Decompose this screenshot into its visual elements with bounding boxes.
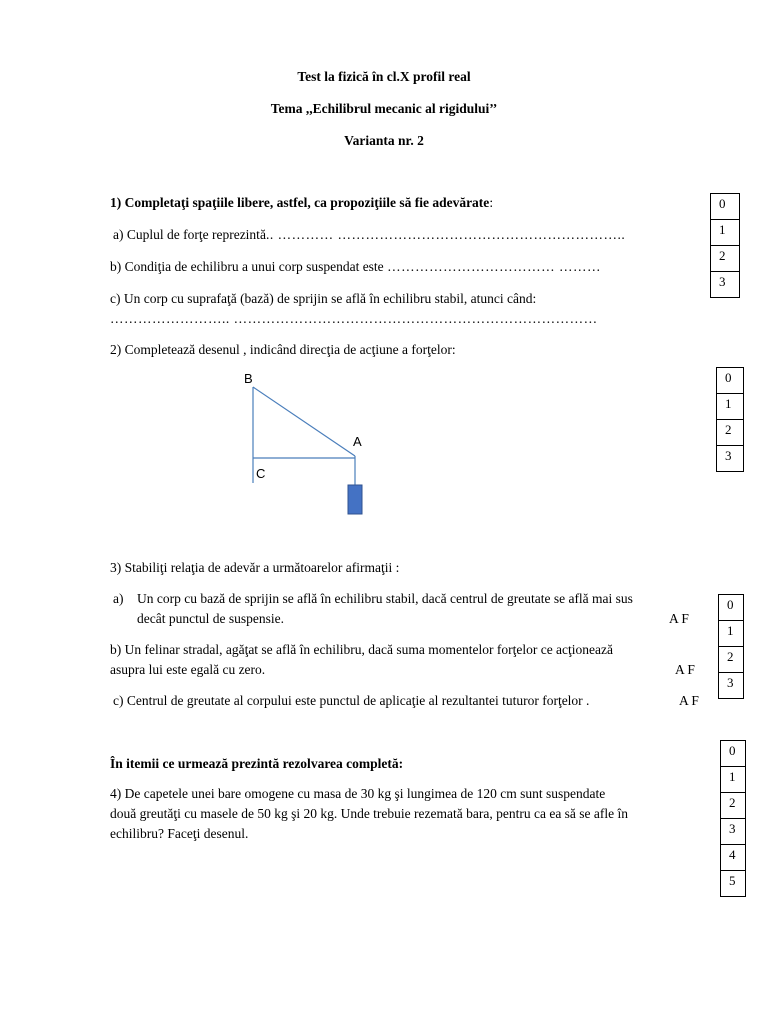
score-cell[interactable]: 2 bbox=[719, 647, 743, 673]
q4-line3: echilibru? Faceţi desenul. bbox=[110, 826, 249, 841]
score-cell[interactable]: 0 bbox=[719, 595, 743, 621]
q1-heading-text: 1) Completaţi spaţiile libere, astfel, ca propoziţiile să fie adevărate bbox=[110, 195, 490, 210]
score-cell[interactable]: 3 bbox=[711, 272, 739, 298]
q4-score-box bbox=[720, 740, 746, 897]
label-c: C bbox=[256, 466, 266, 481]
q3-a-line2: decât punctul de suspensie. bbox=[137, 611, 284, 626]
score-cell[interactable]: 3 bbox=[717, 446, 743, 472]
rope-ba bbox=[253, 387, 355, 456]
score-cell[interactable]: 1 bbox=[719, 621, 743, 647]
q1-heading-colon: : bbox=[489, 195, 494, 210]
q2-heading: 2) Completează desenul , indicând direcţia de acţiune a forţelor: bbox=[110, 342, 456, 357]
score-cell[interactable]: 1 bbox=[711, 220, 739, 246]
q1-heading bbox=[110, 195, 493, 211]
q3-score-box bbox=[718, 594, 744, 699]
test-title: Test la fizică în cl.X profil real bbox=[297, 69, 471, 84]
score-cell[interactable]: 3 bbox=[721, 819, 745, 845]
section-heading: În itemii ce urmează prezintă rezolvarea completă: bbox=[110, 756, 404, 771]
test-variant: Varianta nr. 2 bbox=[344, 133, 424, 148]
test-theme: Tema ,,Echilibrul mecanic al rigidului’’ bbox=[270, 101, 498, 116]
q4-line2: două greutăţi cu masele de 50 kg şi 20 kg. Unde trebuie rezemată bara, pentru ca ea să se afle în bbox=[110, 806, 629, 821]
label-b: B bbox=[244, 371, 253, 386]
q3-c-line: c) Centrul de greutate al corpului este punctul de aplicaţie al rezultantei tuturor forţelor . bbox=[113, 693, 590, 708]
score-cell[interactable]: 1 bbox=[717, 394, 743, 420]
q1-item-a bbox=[113, 227, 625, 243]
score-cell[interactable]: 3 bbox=[719, 673, 743, 699]
q3-b-true-false[interactable]: A F bbox=[675, 662, 695, 677]
q3-a-line1: Un corp cu bază de sprijin se află în echilibru stabil, dacă centrul de greutate se află mai sus bbox=[137, 591, 633, 606]
q1-b-blank[interactable]: ……………………………… ……… bbox=[387, 259, 601, 274]
q3-a-marker: a) bbox=[113, 591, 124, 606]
q4-line1: 4) De capetele unei bare omogene cu masa de 30 kg şi lungimea de 120 cm sunt suspendate bbox=[110, 786, 606, 801]
score-cell[interactable]: 0 bbox=[717, 368, 743, 394]
score-cell[interactable]: 5 bbox=[721, 871, 745, 897]
q1-c-blank[interactable]: …………………….. …………………………………………………………………… bbox=[110, 311, 598, 326]
score-cell[interactable]: 4 bbox=[721, 845, 745, 871]
suspended-weight bbox=[348, 485, 362, 514]
q3-b-line1: b) Un felinar stradal, agăţat se află în echilibru, dacă suma momentelor forţelor ce acţionează bbox=[110, 642, 614, 657]
q3-b-line2: asupra lui este egală cu zero. bbox=[110, 662, 266, 677]
force-diagram bbox=[230, 365, 380, 520]
q1-item-b bbox=[110, 259, 601, 275]
q3-a-true-false[interactable]: A F bbox=[669, 611, 689, 626]
q1-a-blank[interactable]: .. ………… …………………………………………………….. bbox=[265, 227, 626, 242]
q1-item-c: c) Un corp cu suprafaţă (bază) de sprijin se află în echilibru stabil, atunci când: bbox=[110, 291, 537, 306]
score-cell[interactable]: 2 bbox=[721, 793, 745, 819]
q1-b-text: b) Condiţia de echilibru a unui corp suspendat este bbox=[110, 259, 384, 274]
score-cell[interactable]: 1 bbox=[721, 767, 745, 793]
q3-heading: 3) Stabiliţi relaţia de adevăr a următoarelor afirmaţii : bbox=[110, 560, 400, 575]
q1-score-box bbox=[710, 193, 740, 298]
label-a: A bbox=[353, 434, 362, 449]
q2-score-box bbox=[716, 367, 744, 472]
score-cell[interactable]: 0 bbox=[711, 194, 739, 220]
score-cell[interactable]: 2 bbox=[717, 420, 743, 446]
score-cell[interactable]: 2 bbox=[711, 246, 739, 272]
q3-c-true-false[interactable]: A F bbox=[679, 693, 699, 708]
q1-a-text: a) Cuplul de forţe reprezintă bbox=[113, 227, 266, 242]
score-cell[interactable]: 0 bbox=[721, 741, 745, 767]
